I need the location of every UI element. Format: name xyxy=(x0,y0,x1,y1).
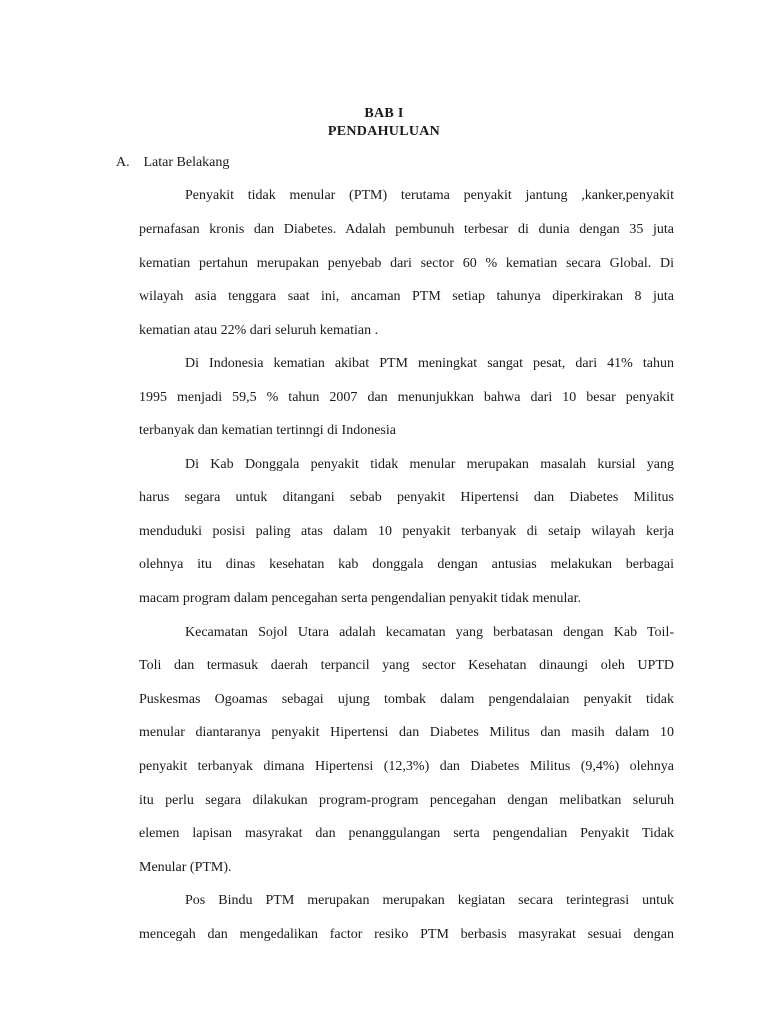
paragraph-line: Pos Bindu PTM merupakan merupakan kegiatan secara terintegrasi untuk xyxy=(185,893,674,908)
paragraph-line: macam program dalam pencegahan serta pengendalian penyakit tidak menular. xyxy=(139,591,581,606)
paragraph-line: Penyakit tidak menular (PTM) terutama penyakit jantung ,kanker,penyakit xyxy=(185,188,674,203)
section-heading xyxy=(116,155,229,171)
paragraph-line: mencegah dan mengedalikan factor resiko PTM berbasis masyrakat sesuai dengan xyxy=(139,927,674,942)
chapter-title: PENDAHULUAN xyxy=(327,124,441,139)
paragraph-line: Di Kab Donggala penyakit tidak menular merupakan masalah kursial yang xyxy=(185,457,674,472)
paragraph-line: menduduki posisi paling atas dalam 10 penyakit terbanyak di setaip wilayah kerja xyxy=(139,524,674,539)
paragraph-line: itu perlu segara dilakukan program-program pencegahan dengan melibatkan seluruh xyxy=(139,793,674,808)
paragraph-line: kematian pertahun merupakan penyebab dari sector 60 % kematian secara Global. Di xyxy=(139,256,674,271)
paragraph-line: Di Indonesia kematian akibat PTM meningkat sangat pesat, dari 41% tahun xyxy=(185,356,674,371)
paragraph-line: Kecamatan Sojol Utara adalah kecamatan yang berbatasan dengan Kab Toil- xyxy=(185,625,674,640)
paragraph-line: Toli dan termasuk daerah terpancil yang sector Kesehatan dinaungi oleh UPTD xyxy=(139,658,674,673)
section-letter: A. xyxy=(116,155,130,170)
paragraph-line: Menular (PTM). xyxy=(139,860,232,875)
paragraph-line: penyakit terbanyak dimana Hipertensi (12,3%) dan Diabetes Militus (9,4%) olehnya xyxy=(139,759,674,774)
paragraph-line: terbanyak dan kematian tertinngi di Indonesia xyxy=(139,423,396,438)
paragraph-line: kematian atau 22% dari seluruh kematian . xyxy=(139,323,379,338)
paragraph-line: pernafasan kronis dan Diabetes. Adalah pembunuh terbesar di dunia dengan 35 juta xyxy=(139,222,674,237)
chapter-number: BAB I xyxy=(364,106,404,121)
paragraph-line: elemen lapisan masyrakat dan penanggulangan serta pengendalian Penyakit Tidak xyxy=(139,826,674,841)
paragraph-line: 1995 menjadi 59,5 % tahun 2007 dan menunjukkan bahwa dari 10 besar penyakit xyxy=(139,390,674,405)
paragraph-line: wilayah asia tenggara saat ini, ancaman PTM setiap tahunya diperkirakan 8 juta xyxy=(139,289,674,304)
paragraph-line: olehnya itu dinas kesehatan kab donggala dengan antusias melakukan berbagai xyxy=(139,557,674,572)
paragraph-line: menular diantaranya penyakit Hipertensi dan Diabetes Militus dan masih dalam 10 xyxy=(139,725,674,740)
paragraph-line: harus segara untuk ditangani sebab penyakit Hipertensi dan Diabetes Militus xyxy=(139,490,674,505)
section-title: Latar Belakang xyxy=(143,155,230,170)
paragraph-line: Puskesmas Ogoamas sebagai ujung tombak dalam pengendalaian penyakit tidak xyxy=(139,692,674,707)
